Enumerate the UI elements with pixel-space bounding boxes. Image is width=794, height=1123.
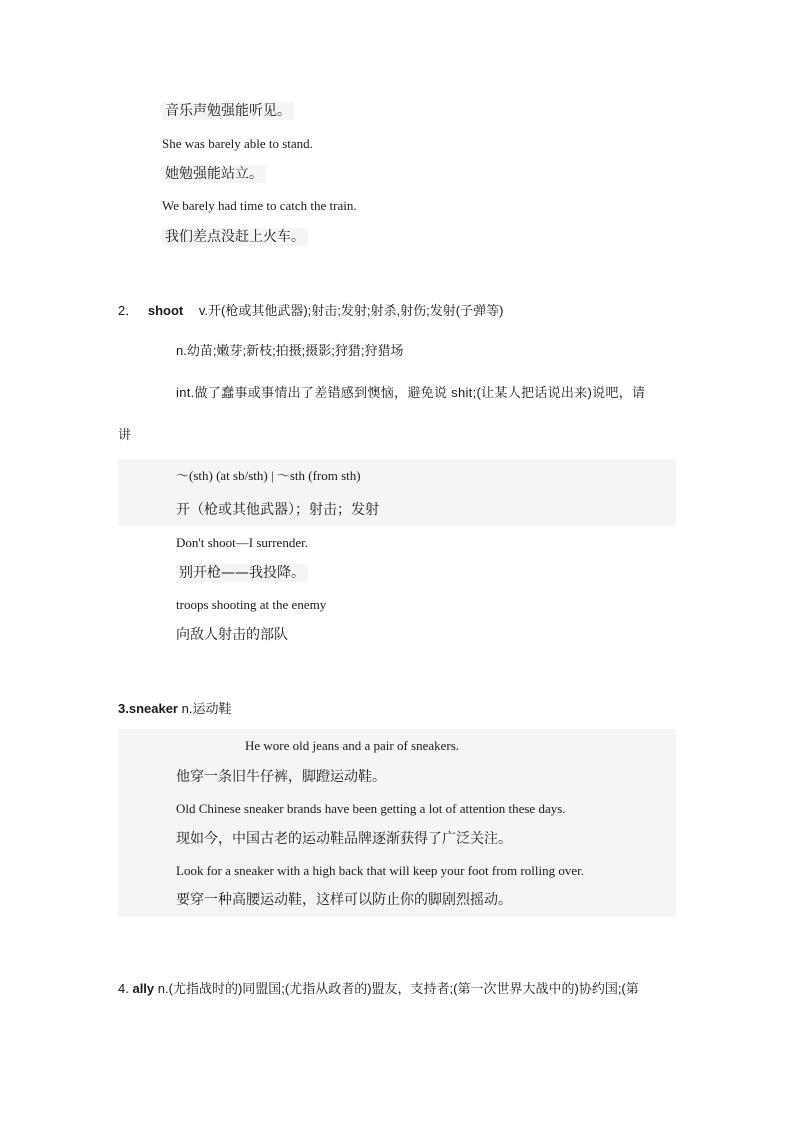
s4-def: n.(尤指战时的)同盟国;(尤指从政者的)盟友，支持者;(第一次世界大战中的)协约国;(第 [157,981,639,996]
s3-heading [118,701,231,717]
s2-noun-def: n.幼苗;嫩芽;新枝;拍摄;摄影;狩猎;狩猎场 [176,343,404,358]
s4-word: ally [132,981,155,996]
sneaker-examples-shade [118,729,676,917]
s3-example2-en: Old Chinese sneaker brands have been getting a lot of attention these days. [176,801,566,816]
s2-example2-cn: 向敌人射击的部队 [176,627,288,643]
s1-example1-cn: 音乐声勉强能听见。 [162,103,294,120]
s3-example3-cn: 要穿一种高腰运动鞋，这样可以防止你的脚剧烈摇动。 [176,892,512,908]
s4-heading [118,981,639,997]
s4-number: 4. [118,981,129,996]
s2-int-def-line1: int.做了蠢事或事情出了差错感到懊恼，避免说 shit;(让某人把话说出来)说吧，请 [176,385,646,400]
s3-example2-cn: 现如今，中国古老的运动鞋品牌逐渐获得了广泛关注。 [176,831,512,847]
s1-example3-en: We barely had time to catch the train. [162,198,357,213]
s3-example1-en: He wore old jeans and a pair of sneakers. [245,738,460,753]
s2-pattern: ～(sth) (at sb/sth) | ～sth (from sth) [176,468,361,483]
s2-pattern-cn: 开（枪或其他武器）；射击；发射 [176,502,379,518]
s1-example2-en: She was barely able to stand. [162,136,313,151]
s2-example1-cn: 别开枪——我投降。 [176,565,308,582]
s3-example3-en: Look for a sneaker with a high back that will keep your foot from rolling over. [176,863,584,878]
s2-verb-def: v.开(枪或其他武器);射击;发射;射杀,射伤;发射(子弹等) [198,303,504,318]
s3-def: n.运动鞋 [181,701,232,716]
s2-example2-en: troops shooting at the enemy [176,597,327,612]
s2-word: shoot [147,303,184,318]
s2-example1-en: Don't shoot—I surrender. [176,535,308,550]
s1-example2-cn: 她勉强能站立。 [162,166,266,183]
s3-example1-cn: 他穿一条旧牛仔裤，脚蹬运动鞋。 [176,769,386,785]
s2-int-def-line2: 讲 [118,427,132,442]
s3-number: 3. [118,701,129,716]
s3-word: sneaker [128,701,178,716]
s2-number: 2． [118,303,139,318]
s1-example3-cn: 我们差点没赶上火车。 [162,229,308,246]
s2-heading [118,303,503,319]
